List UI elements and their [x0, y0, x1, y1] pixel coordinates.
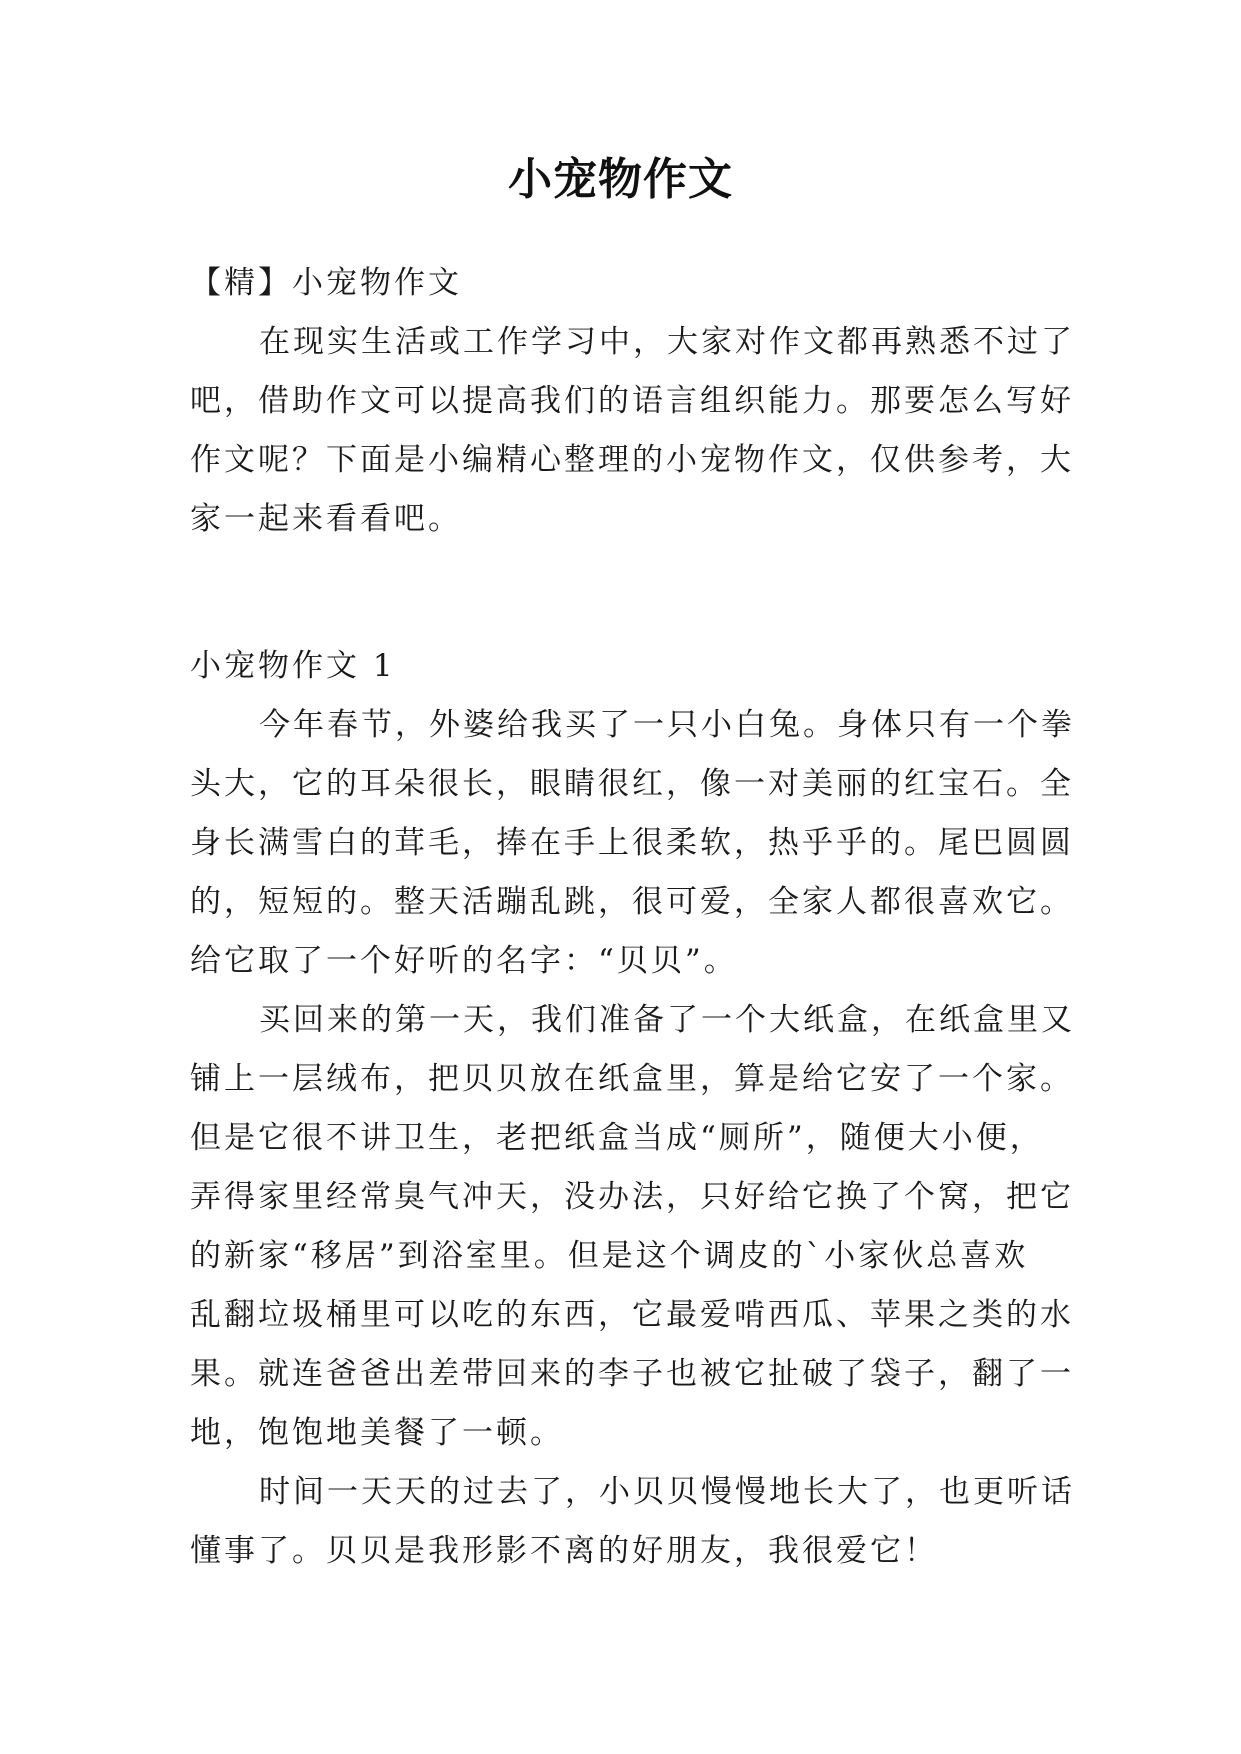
- essay-block: [190, 637, 1075, 1581]
- section-heading: 小宠物作文 1: [190, 648, 396, 684]
- paragraph-line: 身长满雪白的茸毛，捧在手上很柔软，热乎乎的。尾巴圆圆: [190, 825, 1074, 861]
- paragraph-line: 头大，它的耳朵很长，眼睛很红，像一对美丽的红宝石。全: [190, 766, 1074, 802]
- paragraph-line: 铺上一层绒布，把贝贝放在纸盒里，算是给它安了一个家。: [190, 1061, 1074, 1097]
- intro-line: 作文呢？下面是小编精心整理的小宠物作文，仅供参考，大: [190, 442, 1074, 478]
- paragraph-line: 但是它很不讲卫生，老把纸盒当成“厕所”，随便大小便，: [190, 1120, 1044, 1156]
- paragraph-line: 乱翻垃圾桶里可以吃的东西，它最爱啃西瓜、苹果之类的水: [190, 1297, 1074, 1333]
- paragraph-line: 弄得家里经常臭气冲天，没办法，只好给它换了个窝，把它: [190, 1179, 1074, 1215]
- paragraph-line: 买回来的第一天，我们准备了一个大纸盒，在纸盒里又: [259, 1002, 1075, 1038]
- intro-block: [190, 254, 1075, 549]
- document-title: 小宠物作文: [508, 154, 733, 205]
- document-subtitle: 【精】小宠物作文: [190, 265, 462, 301]
- paragraph-line: 地，饱饱地美餐了一顿。: [190, 1415, 564, 1451]
- paragraph-line: 的，短短的。整天活蹦乱跳，很可爱，全家人都很喜欢它。: [190, 884, 1074, 920]
- paragraph-line: 今年春节，外婆给我买了一只小白兔。身体只有一个拳: [259, 707, 1075, 743]
- paragraph-line: 的新家“移居”到浴室里。但是这个调皮的`小家伙总喜欢: [190, 1238, 1029, 1274]
- intro-line: 吧，借助作文可以提高我们的语言组织能力。那要怎么写好: [190, 383, 1074, 419]
- paragraph-line: 果。就连爸爸出差带回来的李子也被它扯破了袋子，翻了一: [190, 1356, 1074, 1392]
- paragraph-line: 懂事了。贝贝是我形影不离的好朋友，我很爱它！: [190, 1533, 938, 1569]
- paragraph-line: 时间一天天的过去了，小贝贝慢慢地长大了，也更听话: [259, 1474, 1075, 1510]
- intro-line: 在现实生活或工作学习中，大家对作文都再熟悉不过了: [259, 324, 1075, 360]
- paragraph-line: 给它取了一个好听的名字：“贝贝”。: [190, 943, 738, 979]
- intro-line: 家一起来看看吧。: [190, 501, 462, 537]
